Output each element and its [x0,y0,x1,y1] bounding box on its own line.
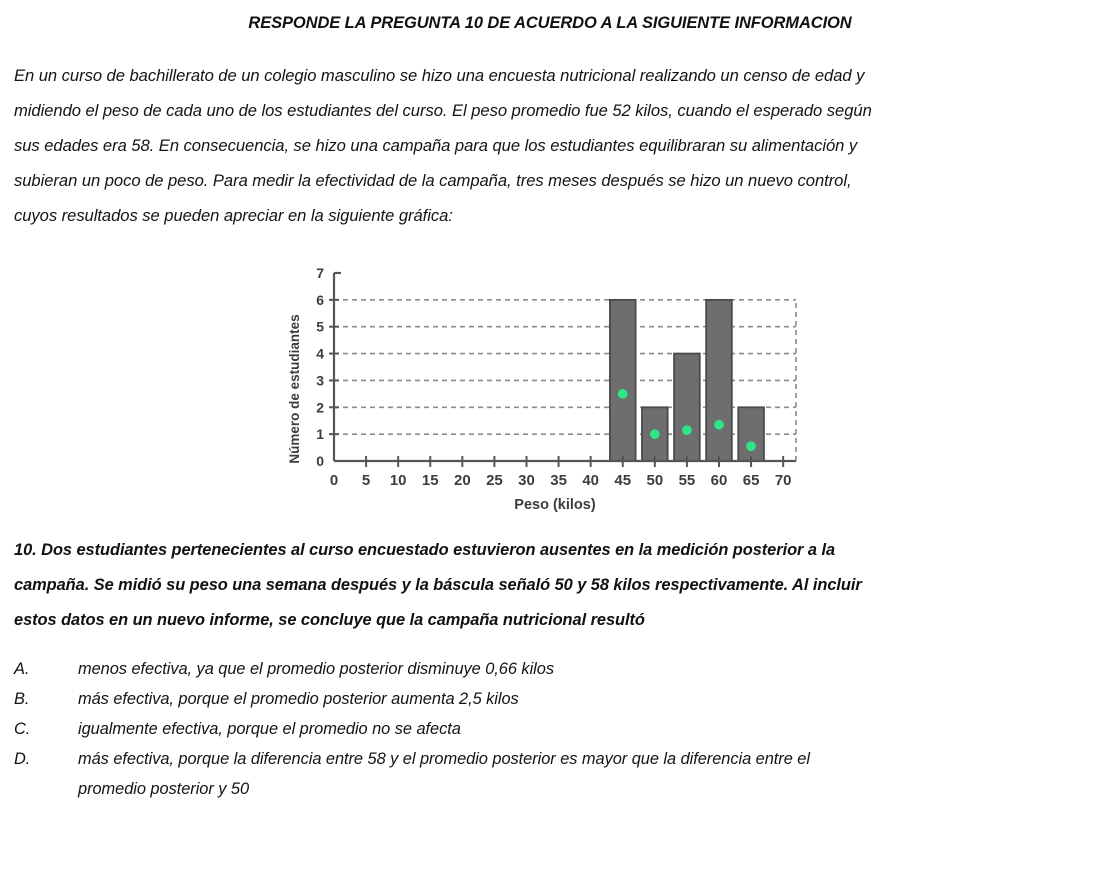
intro-line: sus edades era 58. En consecuencia, se hizo una campaña para que los estudiantes equilibraran su alimentación y [14,136,858,156]
y-axis-label: Número de estudiantes [287,314,302,465]
chart-canvas [285,259,825,514]
x-tick-label-15: 15 [421,472,439,490]
option-c-text: igualmente efectiva, porque el promedio no se afecta [78,720,461,739]
question-number: 10. [14,541,37,560]
x-tick-label-60: 60 [710,472,728,490]
option-b-letter: B. [14,690,30,709]
x-tick-label-40: 40 [582,472,600,490]
marker-point-4 [746,442,755,451]
option-a[interactable] [0,654,1100,684]
x-tick-label-45: 45 [614,472,632,490]
y-tick-label-2: 2 [316,399,324,416]
bar-55 [674,354,700,461]
chart-figure [0,259,1100,519]
question-stem [0,519,1100,638]
question-line [14,533,960,568]
bar-60 [706,300,732,461]
option-a-letter: A. [14,660,30,679]
intro-line: subieran un poco de peso. Para medir la efectividad de la campaña, tres meses después se hizo un nuevo control, [14,171,852,191]
y-tick-label-4: 4 [316,346,324,363]
question-line: estos datos en un nuevo informe, se concluye que la campaña nutricional resultó [14,611,645,630]
x-tick-label-30: 30 [518,472,535,490]
y-tick-label-3: 3 [316,372,324,389]
x-axis-label: Peso (kilos) [514,497,596,514]
x-tick-label-10: 10 [389,472,407,490]
x-tick-label-50: 50 [646,472,664,490]
x-tick-label-65: 65 [742,472,760,490]
x-tick-label-70: 70 [774,472,792,490]
intro-paragraph [0,34,1100,233]
y-tick-label-7: 7 [316,265,324,282]
option-d-line1: más efectiva, porque la diferencia entre 58 y el promedio posterior es mayor que la diferencia entre el [78,750,810,769]
y-tick-label-1: 1 [316,426,324,443]
x-tick-label-35: 35 [550,472,567,490]
option-b-text: más efectiva, porque el promedio posterior aumenta 2,5 kilos [78,690,519,709]
marker-point-2 [682,426,691,435]
y-tick-label-0: 0 [316,453,324,470]
option-d-letter: D. [14,750,31,769]
x-tick-label-5: 5 [361,472,371,490]
bar-65 [738,408,764,462]
option-c-letter: C. [14,720,31,739]
y-tick-label-5: 5 [316,319,324,336]
page-title: RESPONDE LA PREGUNTA 10 DE ACUERDO A LA SIGUIENTE INFORMACION [248,14,852,32]
y-tick-label-6: 6 [316,292,324,309]
marker-point-1 [650,430,659,439]
option-d-text [78,744,990,804]
y-tick-labels [316,265,324,469]
option-b[interactable] [0,684,1100,714]
question-line-text: Dos estudiantes pertenecientes al curso encuestado estuvieron ausentes en la medición posterior a la [41,541,836,560]
x-tick-label-25: 25 [486,472,503,490]
x-tick-label-20: 20 [453,472,471,490]
x-tick-label-55: 55 [678,472,696,490]
marker-point-3 [714,421,723,430]
option-a-text: menos efectiva, ya que el promedio posterior disminuye 0,66 kilos [78,660,554,679]
bar-45 [610,300,636,461]
question-line: campaña. Se midió su peso una semana después y la báscula señaló 50 y 58 kilos respectivamente. Al incluir [14,576,862,595]
intro-line: midiendo el peso de cada uno de los estudiantes del curso. El peso promedio fue 52 kilos, cuando el esperado según [14,101,872,121]
marker-point-0 [618,390,627,399]
intro-line: En un curso de bachillerato de un colegio masculino se hizo una encuesta nutricional realizando un censo de edad y [14,66,865,86]
option-d-line2: promedio posterior y 50 [78,780,250,799]
bar-chart [285,259,825,514]
x-tick-label-0: 0 [329,472,339,490]
x-tick-labels [330,472,792,489]
option-c[interactable] [0,714,1100,744]
answer-options [0,654,1100,804]
option-d[interactable] [0,744,1100,804]
intro-line: cuyos resultados se pueden apreciar en la siguiente gráfica: [14,206,453,226]
